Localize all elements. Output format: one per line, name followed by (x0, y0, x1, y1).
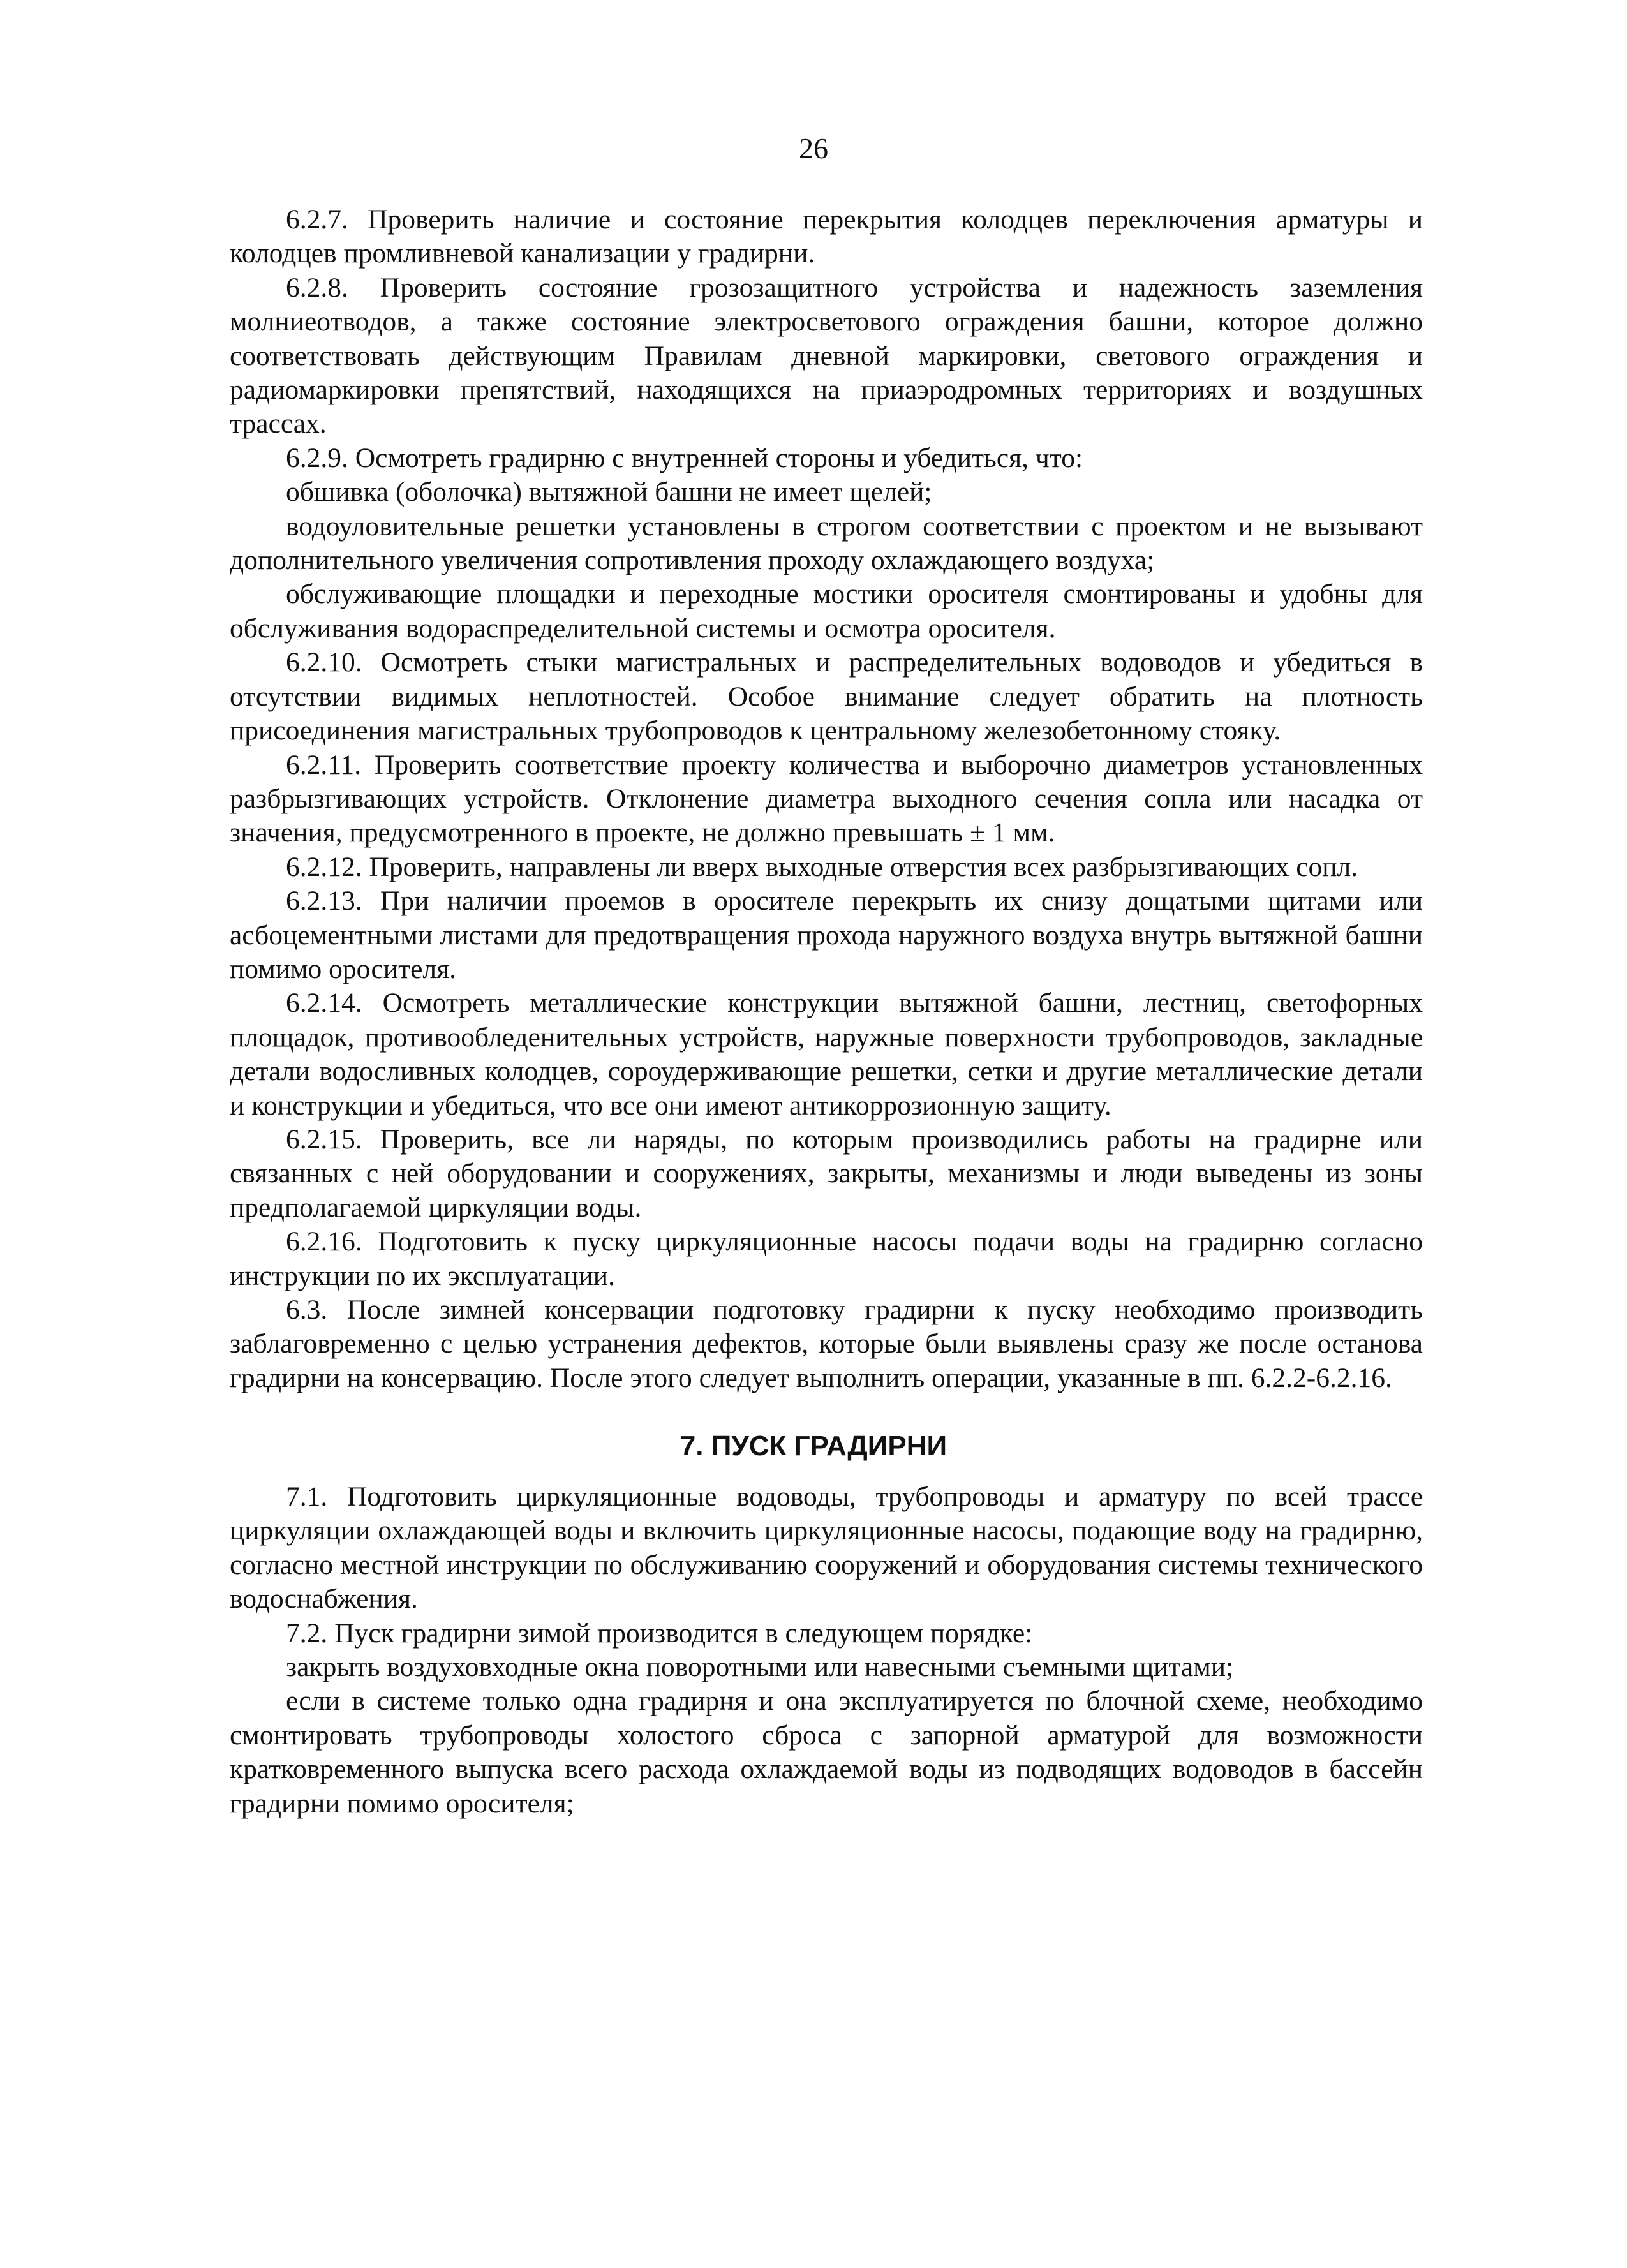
paragraph-7-2: 7.2. Пуск градирни зимой производится в следующем порядке: (286, 1617, 1033, 1649)
section-heading: 7. ПУСК ГРАДИРНИ (680, 1430, 947, 1462)
paragraph-6-2-13: 6.2.13. При наличии проемов в оросителе перекрыть их снизу дощатыми щитами или асбоцементными листами для предотвращения прохода наружного воздуха внутрь вытяжной башни помимо оросителя. (230, 886, 1423, 984)
paragraph-6-2-16: 6.2.16. Подготовить к пуску циркуляционные насосы подачи воды на градирню согласно инструкции по их эксплуатации. (230, 1226, 1423, 1291)
paragraph-6-2-14: 6.2.14. Осмотреть металлические конструкции вытяжной башни, лестниц, светофорных площадок, противообледенительных устройств, наружные поверхности трубопроводов, закладные детали водосливных колодцев, сороудерживающие решетки, сетки и другие металлические детали и конструкции и убедиться, что все они имеют антикоррозионную защиту. (230, 988, 1423, 1121)
paragraph-6-2-15: 6.2.15. Проверить, все ли наряды, по которым производились работы на градирне или связанных с ней оборудовании и сооружениях, закрыты, механизмы и люди выведены из зоны предполагаемой циркуляции воды. (230, 1123, 1423, 1223)
paragraph-6-2-9: 6.2.9. Осмотреть градирню с внутренней стороны и убедиться, что: (286, 442, 1083, 473)
top-text-block (230, 203, 1423, 1395)
list-item-single-tower: если в системе только одна градирня и она эксплуатируется по блочной схеме, необходимо смонтировать трубопроводы холостого сброса с запорной арматурой для возможности кратковременного выпуска всего расхода охлаждаемой воды из подводящих водоводов в бассейн градирни помимо оросителя; (230, 1686, 1423, 1819)
page-number: 26 (799, 132, 828, 165)
paragraph-6-2-12: 6.2.12. Проверить, направлены ли вверх выходные отверстия всех разбрызгивающих сопл. (286, 851, 1358, 882)
list-item-close-windows: закрыть воздуховходные окна поворотными или навесными съемными щитами; (286, 1652, 1234, 1683)
bottom-text-block (230, 1480, 1423, 1821)
paragraph-6-2-7: 6.2.7. Проверить наличие и состояние перекрытия колодцев переключения арматуры и колодцев промливневой канализации у градирни. (230, 204, 1423, 269)
paragraph-6-2-8: 6.2.8. Проверить состояние грозозащитного устройства и надежность заземления молниеотводов, а также состояние электросветового ограждения башни, которое должно соответствовать действующим Правилам дневной маркировки, светового ограждения и радиомаркировки препятствий, находящихся на приаэродромных территориях и воздушных трассах. (230, 272, 1423, 440)
paragraph-6-3: 6.3. После зимней консервации подготовку градирни к пуску необходимо производить заблаговременно с целью устранения дефектов, которые были выявлены сразу же после останова градирни на консервацию. После этого следует выполнить операции, указанные в пп. 6.2.2-6.2.16. (230, 1294, 1423, 1393)
list-item-water-catchers: водоуловительные решетки установлены в строгом соответствии с проектом и не вызывают дополнительного увеличения сопротивления проходу охлаждающего воздуха; (230, 510, 1423, 576)
list-item-sheathing: обшивка (оболочка) вытяжной башни не имеет щелей; (286, 477, 932, 508)
paragraph-6-2-10: 6.2.10. Осмотреть стыки магистральных и распределительных водоводов и убедиться в отсутствии видимых неплотностей. Особое внимание следует обратить на плотность присоединения магистральных трубопроводов к центральному железобетонному стояку. (230, 647, 1423, 746)
paragraph-6-2-11: 6.2.11. Проверить соответствие проекту количества и выборочно диаметров установленных разбрызгивающих устройств. Отклонение диаметра выходного сечения сопла или насадка от значения, предусмотренного в проекте, не должно превышать ± 1 мм. (230, 749, 1423, 849)
paragraph-7-1: 7.1. Подготовить циркуляционные водоводы, трубопроводы и арматуру по всей трассе циркуляции охлаждающей воды и включить циркуляционные насосы, подающие воду на градирню, согласно местной инструкции по обслуживанию сооружений и оборудования системы технического водоснабжения. (230, 1481, 1423, 1615)
list-item-platforms: обслуживающие площадки и переходные мостики оросителя смонтированы и удобны для обслуживания водораспределительной системы и осмотра оросителя. (230, 579, 1423, 644)
